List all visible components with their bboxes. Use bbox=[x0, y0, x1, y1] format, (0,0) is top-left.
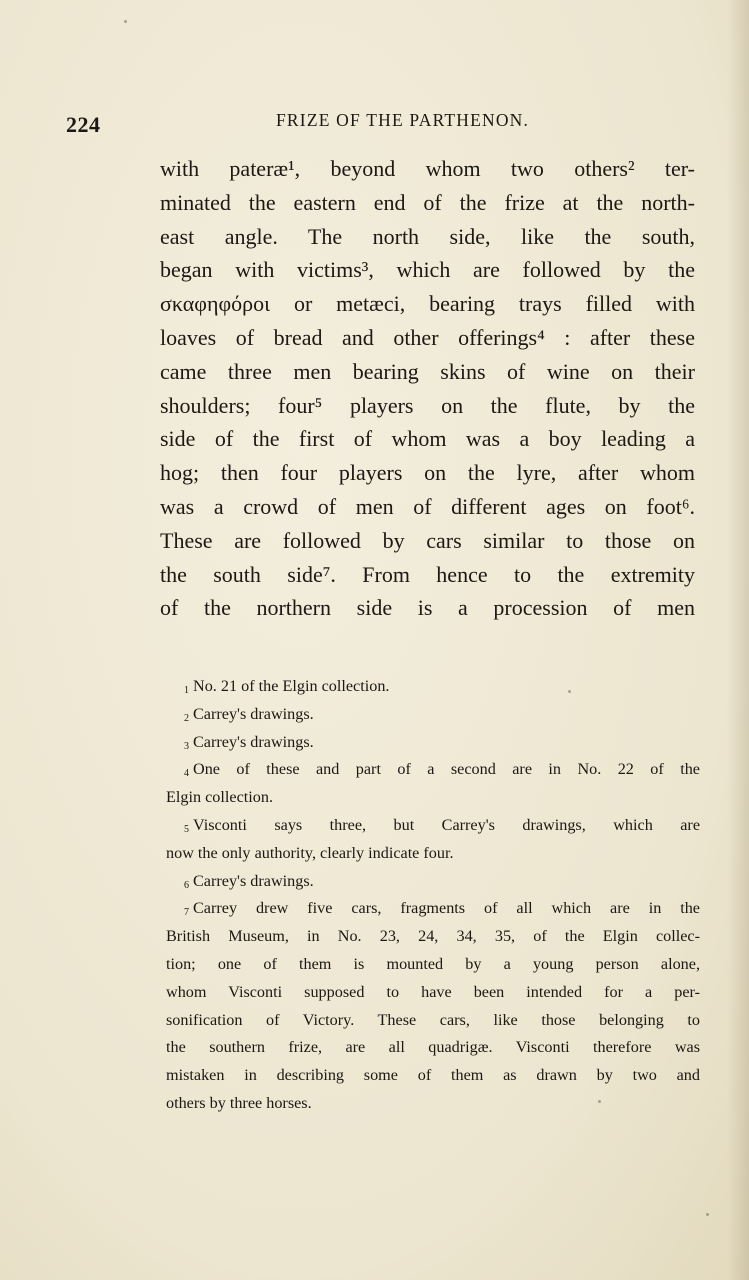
footnote-line bbox=[166, 812, 700, 840]
paper-speck bbox=[568, 690, 571, 693]
footnote-mark: 4 bbox=[184, 768, 189, 780]
footnote-text: No. 21 of the Elgin collection. bbox=[193, 677, 390, 695]
footnote-line bbox=[166, 673, 700, 701]
footnote-line: Elgin collection. bbox=[166, 788, 273, 807]
footnote-text: Visconti says three, but Carrey's drawings, which are bbox=[193, 815, 700, 834]
footnote bbox=[166, 701, 700, 729]
text-line: was a crowd of men of different ages on foot⁶. bbox=[160, 493, 695, 519]
text-line: with pateræ¹, beyond whom two others² ter- bbox=[160, 156, 695, 181]
footnote-text: Carrey's drawings. bbox=[193, 871, 314, 890]
footnote-line: British Museum, in No. 23, 24, 34, 35, of the Elgin collec- bbox=[166, 927, 700, 946]
text-line: came three men bearing skins of wine on their bbox=[160, 358, 695, 384]
footnote-line: whom Visconti supposed to have been intended for a per- bbox=[166, 982, 700, 1001]
footnotes bbox=[166, 673, 700, 1118]
footnote-mark: 7 bbox=[184, 907, 189, 919]
text-line: loaves of bread and other offerings⁴ : after these bbox=[160, 324, 695, 350]
footnote-line bbox=[166, 868, 700, 896]
footnote-line bbox=[166, 756, 700, 784]
text-line: the south side⁷. From hence to the extremity bbox=[160, 561, 695, 587]
footnote-line: now the only authority, clearly indicate four. bbox=[166, 843, 454, 862]
page-number: 224 bbox=[66, 112, 101, 137]
footnote-line: mistaken in describing some of them as drawn by two and bbox=[166, 1066, 700, 1085]
page-header bbox=[66, 108, 586, 142]
footnote bbox=[166, 673, 700, 701]
footnote-mark: 2 bbox=[184, 712, 189, 724]
paper-speck bbox=[598, 1100, 601, 1103]
footnote-mark: 1 bbox=[184, 685, 189, 696]
text-line: east angle. The north side, like the south, bbox=[160, 223, 695, 249]
paper-speck bbox=[124, 20, 127, 23]
footnote bbox=[166, 895, 700, 1117]
main-text bbox=[160, 152, 695, 625]
footnote-text: Carrey's drawings. bbox=[193, 732, 314, 751]
footnote-text: Carrey drew five cars, fragments of all which are in the bbox=[193, 899, 700, 918]
footnote-mark: 6 bbox=[184, 879, 189, 891]
text-line: of the northern side is a procession of men bbox=[160, 595, 695, 621]
text-line: These are followed by cars similar to those on bbox=[160, 527, 695, 553]
footnote bbox=[166, 868, 700, 896]
footnote-mark: 5 bbox=[184, 823, 189, 835]
footnote-line bbox=[166, 701, 700, 729]
footnote-line: tion; one of them is mounted by a young person alone, bbox=[166, 954, 700, 973]
text-line: shoulders; four⁵ players on the flute, by the bbox=[160, 392, 695, 418]
footnote bbox=[166, 729, 700, 757]
footnote-line bbox=[166, 729, 700, 757]
text-line: minated the eastern end of the frize at the north- bbox=[160, 189, 695, 215]
footnote bbox=[166, 756, 700, 812]
footnote-text: Carrey's drawings. bbox=[193, 704, 314, 723]
running-head: FRIZE OF THE PARTHENON. bbox=[276, 110, 530, 130]
footnote-line bbox=[166, 895, 700, 923]
text-line: side of the first of whom was a boy leading a bbox=[160, 426, 695, 452]
text-line: began with victims³, which are followed by the bbox=[160, 257, 695, 283]
footnote bbox=[166, 812, 700, 868]
footnote-text: One of these and part of a second are in No. 22 of the bbox=[193, 760, 700, 779]
paper-speck bbox=[706, 1213, 709, 1216]
text-line: hog; then four players on the lyre, after whom bbox=[160, 460, 695, 486]
text-line: σκαφηφόροι or metæci, bearing trays filled with bbox=[160, 291, 695, 317]
footnote-line: others by three horses. bbox=[166, 1093, 312, 1112]
footnote-line: sonification of Victory. These cars, like those belonging to bbox=[166, 1010, 700, 1029]
footnote-mark: 3 bbox=[184, 740, 189, 752]
page-gutter-shadow bbox=[727, 0, 749, 1280]
footnote-line: the southern frize, are all quadrigæ. Visconti therefore was bbox=[166, 1038, 700, 1057]
